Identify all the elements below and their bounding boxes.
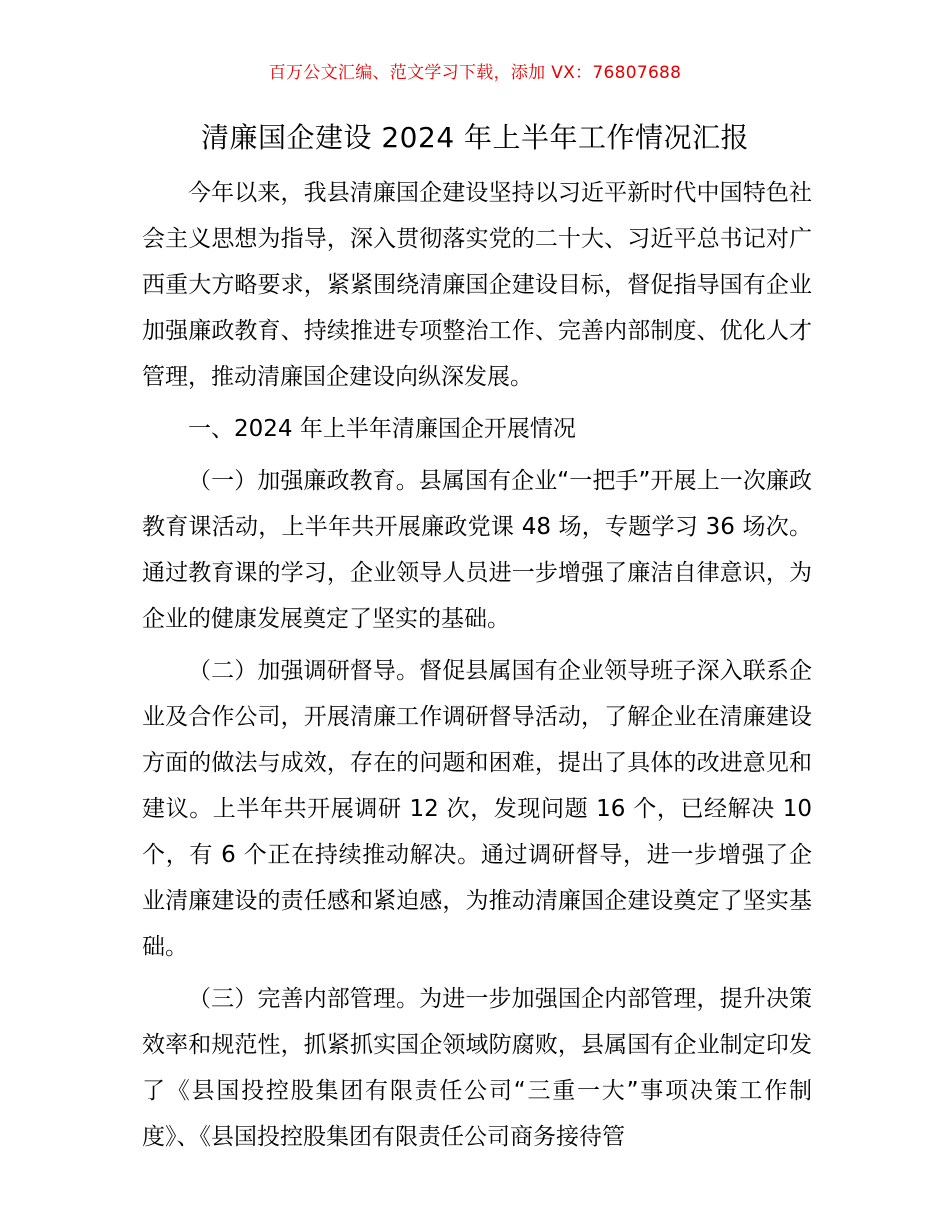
document-body <box>142 170 812 1166</box>
item-paragraph-3: （三）完善内部管理。为进一步加强国企内部管理，提升决策效率和规范性，抓紧抓实国企领域防腐败，县属国有企业制定印发了《县国投控股集团有限责任公司“三重一大”事项决策工作制度》、《县国投控股集团有限责任公司商务接待管 <box>142 986 812 1150</box>
item-paragraph-1: （一）加强廉政教育。县属国有企业“一把手”开展上一次廉政教育课活动，上半年共开展廉政党课 48 场，专题学习 36 场次。通过教育课的学习，企业领导人员进一步增强了廉洁自律意识，为企业的健康发展奠定了坚实的基础。 <box>142 468 812 632</box>
intro-paragraph: 今年以来，我县清廉国企建设坚持以习近平新时代中国特色社会主义思想为指导，深入贯彻落实党的二十大、习近平总书记对广西重大方略要求，紧紧围绕清廉国企建设目标，督促指导国有企业加强廉政教育、持续推进专项整治工作、完善内部制度、优化人才管理，推动清廉国企建设向纵深发展。 <box>142 180 812 390</box>
document-title: 清廉国企建设 2024 年上半年工作情况汇报 <box>200 121 750 154</box>
section-heading-1: 一、2024 年上半年清廉国企开展情况 <box>188 416 576 442</box>
header-watermark-note: 百万公文汇编、范文学习下载，添加 VX：76807688 <box>268 63 682 83</box>
item-paragraph-2: （二）加强调研督导。督促县属国有企业领导班子深入联系企业及合作公司，开展清廉工作调研督导活动，了解企业在清廉建设方面的做法与成效，存在的问题和困难，提出了具体的改进意见和建议。上半年共开展调研 12 次，发现问题 16 个，已经解决 10 个，有 6 个正在持续推动解决。通过调研督导，进一步增强了企业清廉建设的责任感和紧迫感，为推动清廉国企建设奠定了坚实基础。 <box>142 658 812 960</box>
